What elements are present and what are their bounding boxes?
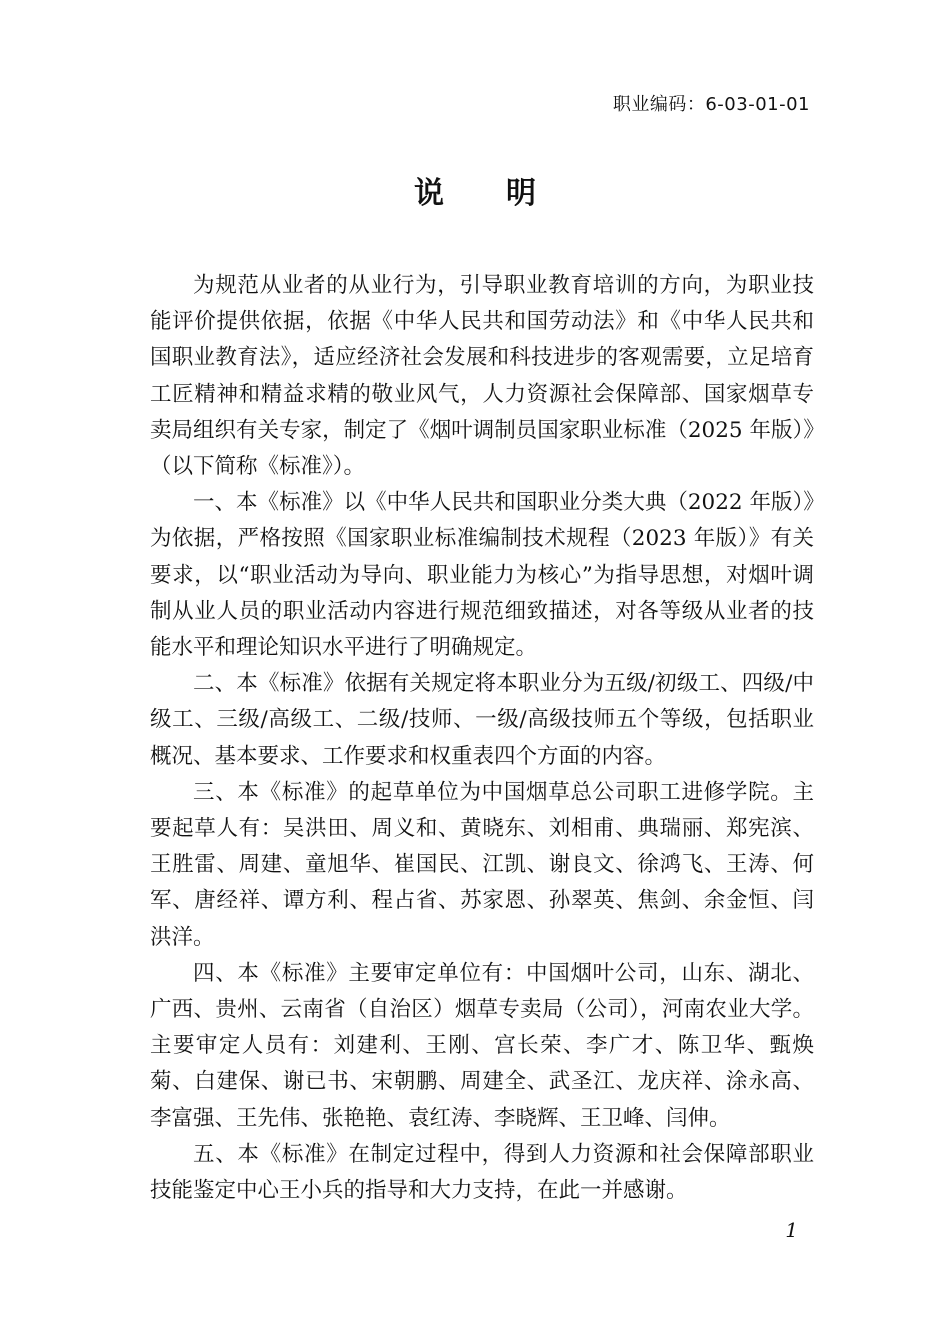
document-body bbox=[150, 268, 814, 1209]
occupation-code: 职业编码：6-03-01-01 bbox=[612, 94, 810, 115]
intro-paragraph: 为规范从业者的从业行为，引导职业教育培训的方向，为职业技能评价提供依据，依据《中华人民共和国劳动法》和《中华人民共和国职业教育法》，适应经济社会发展和科技进步的客观需要，立足培育工匠精神和精益求精的敬业风气，人力资源社会保障部、国家烟草专卖局组织有关专家，制定了《烟叶调制员国家职业标准（2025 年版）》（以下简称《标准》）。 bbox=[150, 273, 814, 480]
page-title: 说明 bbox=[414, 176, 598, 211]
section-3-paragraph: 三、本《标准》的起草单位为中国烟草总公司职工进修学院。主要起草人有：吴洪田、周义和、黄晓东、刘相甫、典瑞丽、郑宪滨、王胜雷、周建、童旭华、崔国民、江凯、谢良文、徐鸿飞、王涛、何军、唐经祥、谭方利、程占省、苏家恩、孙翠英、焦剑、余金恒、闫洪洋。 bbox=[150, 779, 814, 950]
section-2-paragraph: 二、本《标准》依据有关规定将本职业分为五级/初级工、四级/中级工、三级/高级工、二级/技师、一级/高级技师五个等级，包括职业概况、基本要求、工作要求和权重表四个方面的内容。 bbox=[150, 671, 814, 769]
section-1-paragraph: 一、本《标准》以《中华人民共和国职业分类大典（2022 年版）》为依据，严格按照《国家职业标准编制技术规程（2023 年版）》有关要求，以“职业活动为导向、职业能力为核心”为指导思想，对烟叶调制从业人员的职业活动内容进行规范细致描述，对各等级从业者的技能水平和理论知识水平进行了明确规定。 bbox=[150, 490, 814, 661]
section-4-paragraph: 四、本《标准》主要审定单位有：中国烟叶公司，山东、湖北、广西、贵州、云南省（自治区）烟草专卖局（公司），河南农业大学。主要审定人员有：刘建利、王刚、宫长荣、李广才、陈卫华、甄焕菊、白建保、谢已书、宋朝鹏、周建全、武圣江、龙庆祥、涂永高、李富强、王先伟、张艳艳、袁红涛、李晓辉、王卫峰、闫伸。 bbox=[150, 960, 814, 1131]
page-number: 1 bbox=[785, 1218, 798, 1242]
section-5-paragraph: 五、本《标准》在制定过程中，得到人力资源和社会保障部职业技能鉴定中心王小兵的指导和大力支持，在此一并感谢。 bbox=[150, 1141, 814, 1204]
